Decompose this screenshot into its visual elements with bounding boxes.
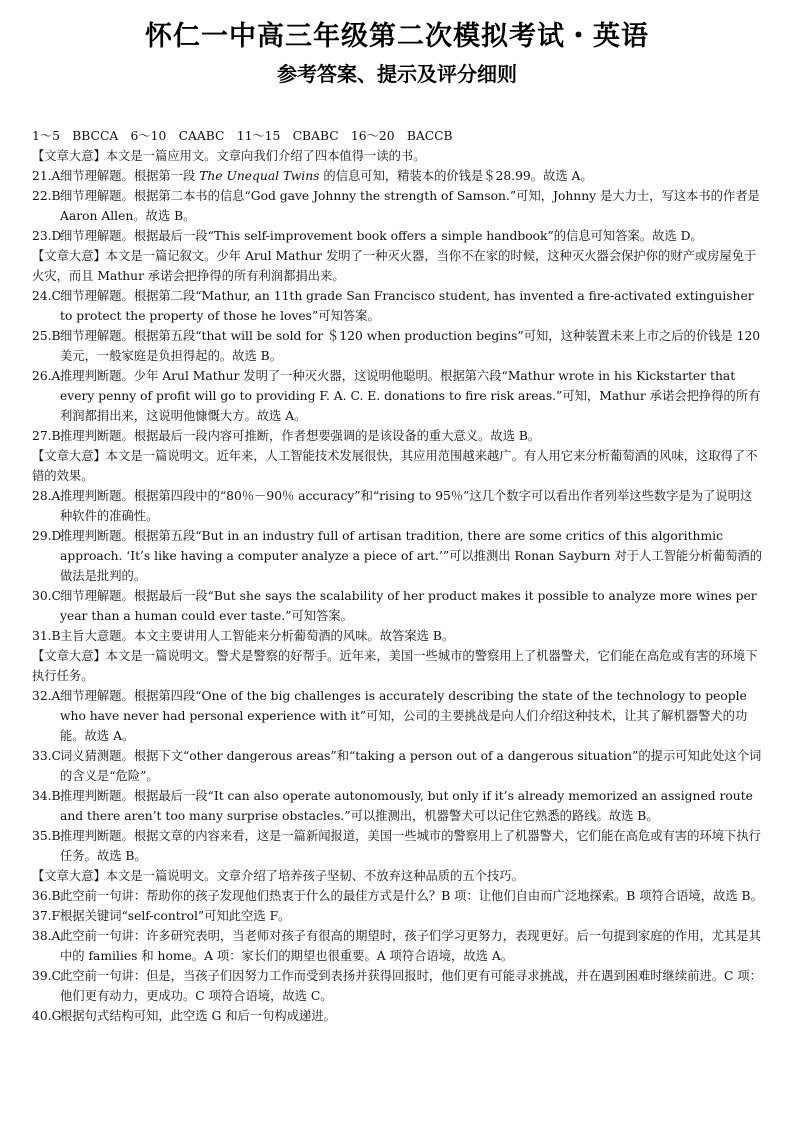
item-text: 细节理解题。根据第四段“One of the big challenges is accurately describing the state of the technology to people who have never had personal experience with it”可知，公司的主要挑战是向人们介绍这种技术，让其了解机器警犬的功能。故选 A。 xyxy=(60,689,748,743)
answer-item-40 xyxy=(32,1006,764,1026)
page-title: 怀仁一中高三年级第二次模拟考试・英语 xyxy=(145,21,649,52)
item-number: 27.B xyxy=(32,429,61,443)
item-number: 39.C xyxy=(32,969,61,983)
item-text: 词义猜测题。根据下文“other dangerous areas”和“taking a person out of a dangerous situation”的提示可知此处这个词的含义是“危险”。 xyxy=(60,749,762,783)
item-text: 的信息可知，精装本的价钱是＄28.99。故选 A。 xyxy=(319,169,593,183)
item-text: 推理判断题。根据文章的内容来看，这是一篇新闻报道，美国一些城市的警察用上了机器警犬，它们能在高危或有害的环境下执行任务。故选 B。 xyxy=(60,829,761,863)
item-number: 33.C xyxy=(32,749,61,763)
item-number: 38.A xyxy=(32,929,61,943)
item-number: 24.C xyxy=(32,289,61,303)
item-number: 40.G xyxy=(32,1009,62,1023)
answer-body xyxy=(32,126,764,1026)
item-number: 34.B xyxy=(32,789,61,803)
answer-item-28 xyxy=(32,486,764,526)
item-text: 根据关键词“self-control”可知此空选 F。 xyxy=(60,909,291,923)
passage-summary-1: 【文章大意】本文是一篇应用文。文章向我们介绍了四本值得一读的书。 xyxy=(32,149,426,163)
item-text: 此空前一句讲：帮助你的孩子发现他们热衷于什么的最佳方式是什么？B 项：让他们自由而广泛地探索。B 项符合语境，故选 B。 xyxy=(60,889,763,903)
answer-item-39 xyxy=(32,966,764,1006)
answer-item-23 xyxy=(32,226,764,246)
item-number: 23.D xyxy=(32,229,62,243)
item-text: 推理判断题。根据第五段“But in an industry full of artisan tradition, there are some critics of this algorithmic approach. ‘It’s like having a computer analyze a piece of art.’”可以推测出 Ronan Sayburn 对于人工智能分析葡萄酒的做法是批判的。 xyxy=(60,529,763,583)
item-text: 细节理解题。根据最后一段“But she says the scalability of her product makes it possible to analyze more wines per year than a human could ever taste.”可知答案。 xyxy=(60,589,757,623)
answer-item-22 xyxy=(32,186,764,226)
item-number: 37.F xyxy=(32,909,61,923)
answers-summary-line: 1～5 BBCCA 6～10 CAABC 11～15 CBABC 16～20 BACCB xyxy=(32,129,453,143)
answer-item-30 xyxy=(32,586,764,626)
item-number: 30.C xyxy=(32,589,61,603)
passage-summary-5: 【文章大意】本文是一篇说明文。文章介绍了培养孩子坚韧、不放弃这种品质的五个技巧。 xyxy=(32,869,524,883)
item-number: 22.B xyxy=(32,189,61,203)
answer-item-36 xyxy=(32,886,764,906)
item-number: 35.B xyxy=(32,829,61,843)
answer-item-21 xyxy=(32,166,764,186)
item-text: 推理判断题。少年 Arul Mathur 发明了一种灭火器，这说明他聪明。根据第六段“Mathur wrote in his Kickstarter that every penny of profit will go to providing F. A. C. E. donations to fire risk areas.”可知，Mathur 承诺会把挣得的所有利润都捐出来，这说明他慷慨大方。故选 A。 xyxy=(60,369,761,423)
item-text: 细节理解题。根据最后一段“This self-improvement book offers a simple handbook”的信息可知答案。故选 D。 xyxy=(60,229,703,243)
item-number: 31.B xyxy=(32,629,61,643)
passage-summary-4: 【文章大意】本文是一篇说明文。警犬是警察的好帮手。近年来，美国一些城市的警察用上了机器警犬，它们能在高危或有害的环境下执行任务。 xyxy=(32,649,758,683)
passage-summary-2: 【文章大意】本文是一篇记叙文。少年 Arul Mathur 发明了一种灭火器，当你不在家的时候，这种灭火器会保护你的财产或房屋免于火灾，而且 Mathur 承诺会把挣得的所有利润都捐出来。 xyxy=(32,249,757,283)
item-text: 主旨大意题。本文主要讲用人工智能来分析葡萄酒的风味。故答案选 B。 xyxy=(60,629,455,643)
item-number: 29.D xyxy=(32,529,62,543)
item-number: 21.A xyxy=(32,169,61,183)
page-subtitle: 参考答案、提示及评分细则 xyxy=(277,62,517,86)
item-text: 细节理解题。根据第五段“that will be sold for ＄120 when production begins”可知，这种装置未来上市之后的价钱是 120 美元，一般家庭是负担得起的。故选 B。 xyxy=(60,329,761,363)
answer-item-37 xyxy=(32,906,764,926)
answer-item-35 xyxy=(32,826,764,866)
answer-item-34 xyxy=(32,786,764,826)
item-text: 此空前一句讲：许多研究表明，当老师对孩子有很高的期望时，孩子们学习更努力，表现更好。后一句提到家庭的作用，尤其是其中的 families 和 home。A 项：家长们的期望也很重要。A 项符合语境，故选 A。 xyxy=(60,929,761,963)
item-text: 推理判断题。根据第四段中的“80％－90％ accuracy”和“rising to 95％”这几个数字可以看出作者列举这些数字是为了说明这种软件的准确性。 xyxy=(60,489,753,523)
item-number: 32.A xyxy=(32,689,61,703)
item-text-pre: 细节理解题。根据第一段 xyxy=(60,169,200,183)
answer-item-26 xyxy=(32,366,764,426)
passage-summary-3: 【文章大意】本文是一篇说明文。近年来，人工智能技术发展很快，其应用范围越来越广。有人用它来分析葡萄酒的风味，这取得了不错的效果。 xyxy=(32,449,758,483)
answer-item-27 xyxy=(32,426,764,446)
item-number: 36.B xyxy=(32,889,61,903)
item-number: 28.A xyxy=(32,489,61,503)
item-number: 25.B xyxy=(32,329,61,343)
answer-item-33 xyxy=(32,746,764,786)
item-text: 细节理解题。根据第二本书的信息“God gave Johnny the strength of Samson.”可知，Johnny 是大力士，写这本书的作者是 Aaron Allen。故选 B。 xyxy=(60,189,760,223)
book-title-italic: The Unequal Twins xyxy=(199,169,320,183)
item-text: 推理判断题。根据最后一段内容可推断，作者想要强调的是该设备的重大意义。故选 B。 xyxy=(60,429,541,443)
answer-item-31 xyxy=(32,626,764,646)
item-text: 推理判断题。根据最后一段“It can also operate autonomously, but only if it’s already memorized an assigned route and there aren’t too many surprise obstacles.”可以推测出，机器警犬可以记住它熟悉的路线。故选 B。 xyxy=(60,789,753,823)
answer-item-25 xyxy=(32,326,764,366)
item-text: 细节理解题。根据第二段“Mathur, an 11th grade San Francisco student, has invented a fire-activated extinguisher to protect the property of those he loves”可知答案。 xyxy=(60,289,754,323)
answer-item-29 xyxy=(32,526,764,586)
answer-item-38 xyxy=(32,926,764,966)
answer-item-24 xyxy=(32,286,764,326)
item-text: 根据句式结构可知，此空选 G 和后一句构成递进。 xyxy=(60,1009,336,1023)
answer-item-32 xyxy=(32,686,764,746)
item-number: 26.A xyxy=(32,369,61,383)
item-text: 此空前一句讲：但是，当孩子们因努力工作而受到表扬并获得回报时，他们更有可能寻求挑战，并在遇到困难时继续前进。C 项：他们更有动力，更成功。C 项符合语境，故选 C。 xyxy=(60,969,762,1003)
